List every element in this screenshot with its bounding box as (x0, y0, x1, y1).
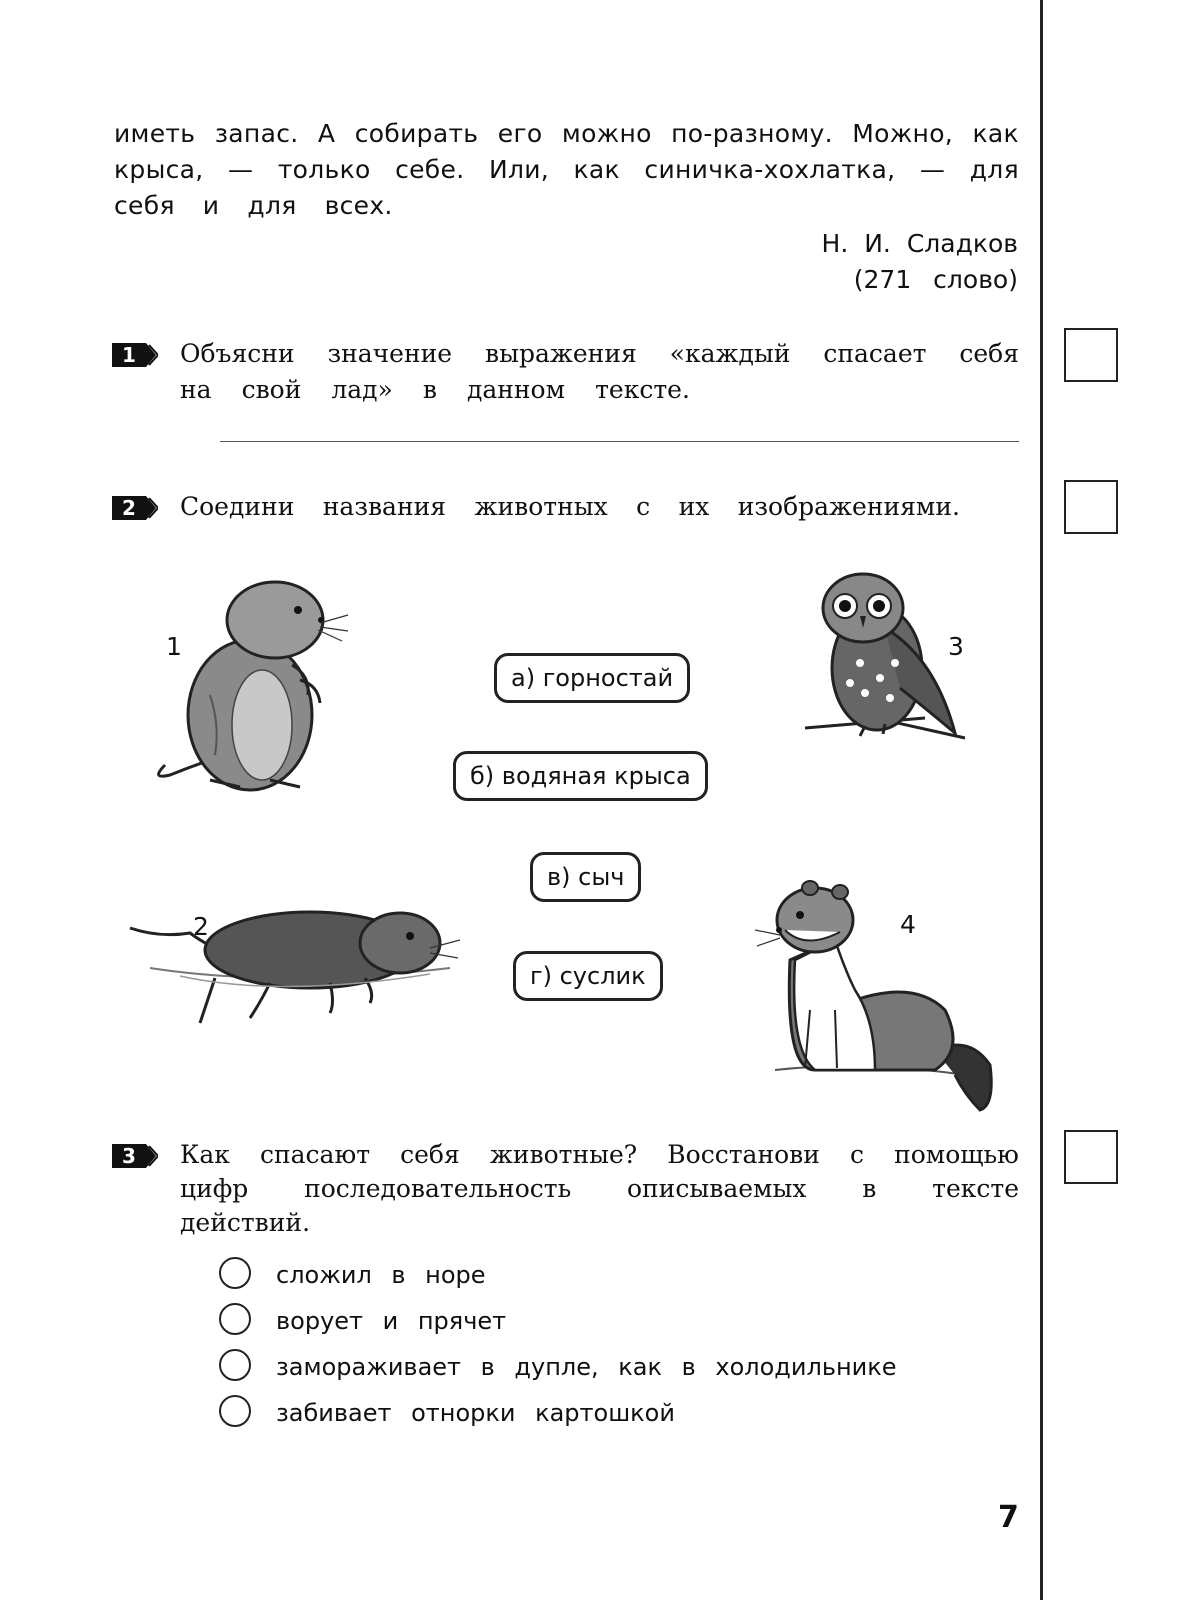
word: лад» (331, 375, 393, 404)
word: собирать (354, 119, 479, 148)
word: для (247, 191, 297, 220)
task-number: 3 (122, 1144, 136, 1168)
word: действий. (180, 1208, 311, 1237)
score-box-task-1[interactable] (1064, 328, 1118, 382)
word: с (636, 492, 651, 521)
option-c-owl[interactable]: в) сыч (530, 852, 641, 902)
word: выражения (485, 339, 637, 368)
word: на (180, 375, 212, 404)
task-number: 2 (122, 496, 136, 520)
word: только (277, 155, 371, 184)
word: — (919, 155, 946, 184)
word: себя (959, 339, 1019, 368)
task-3-line-3 (180, 1206, 1019, 1240)
water-rat-picture-icon[interactable] (130, 878, 460, 1038)
word: значение (327, 339, 453, 368)
option-d-gopher[interactable]: г) суслик (513, 951, 663, 1001)
task-2-instruction (180, 490, 960, 524)
sequence-option-4: забивает отнорки картошкой (276, 1399, 675, 1427)
word: для (969, 155, 1019, 184)
sequence-option-1: сложил в норе (276, 1261, 486, 1289)
word: запас. (214, 119, 299, 148)
passage-line-1 (114, 116, 1019, 152)
word: Объясни (180, 339, 295, 368)
task-3-line-1 (180, 1138, 1019, 1172)
gopher-picture-icon[interactable] (150, 575, 350, 805)
word: как (573, 155, 620, 184)
answer-line[interactable] (220, 441, 1019, 442)
word: всех. (324, 191, 393, 220)
picture-number-1: 1 (166, 632, 182, 661)
task-number: 1 (122, 343, 136, 367)
word: иметь (114, 119, 196, 148)
word: его (497, 119, 543, 148)
author: Н. И. Сладков (821, 229, 1018, 258)
word: помощью (894, 1140, 1019, 1169)
task-1-badge (112, 343, 158, 367)
word: изображениями. (737, 492, 960, 521)
word: описываемых (626, 1174, 807, 1203)
word: себя (400, 1140, 460, 1169)
task-3-line-2 (180, 1172, 1019, 1206)
picture-number-3: 3 (948, 632, 964, 661)
word: «каждый (669, 339, 791, 368)
word: Или, (488, 155, 550, 184)
picture-number-4: 4 (900, 910, 916, 939)
word: с (850, 1140, 865, 1169)
order-input-2[interactable] (219, 1303, 251, 1335)
task-1-line-1 (180, 337, 1019, 371)
word: цифр (180, 1174, 249, 1203)
task-2-badge (112, 496, 158, 520)
word: себя (114, 191, 175, 220)
word: Как (180, 1140, 230, 1169)
word: названия (322, 492, 447, 521)
page-number: 7 (998, 1500, 1019, 1535)
stoat-picture-icon[interactable] (765, 870, 1015, 1120)
word: можно (561, 119, 652, 148)
word: в (862, 1174, 877, 1203)
passage-line-3 (114, 188, 1019, 224)
word: свой (241, 375, 302, 404)
task-1-line-2 (180, 373, 1019, 407)
word: и (202, 191, 220, 220)
word: Соедини (180, 492, 295, 521)
word: спасают (259, 1140, 371, 1169)
order-input-1[interactable] (219, 1257, 251, 1289)
owl-picture-icon[interactable] (805, 568, 965, 753)
word: — (228, 155, 254, 184)
word: Можно, (852, 119, 954, 148)
word: животные? (489, 1140, 638, 1169)
order-input-4[interactable] (219, 1395, 251, 1427)
word: их (678, 492, 710, 521)
word: как (972, 119, 1019, 148)
word: тексте. (595, 375, 690, 404)
order-input-3[interactable] (219, 1349, 251, 1381)
word: по-разному. (671, 119, 833, 148)
word: себе. (395, 155, 465, 184)
picture-number-2: 2 (193, 912, 209, 941)
word: крыса, (114, 155, 204, 184)
word: Восстанови (667, 1140, 820, 1169)
word: синичка-хохлатка, (644, 155, 896, 184)
margin-rule (1040, 0, 1043, 1600)
word: спасает (823, 339, 927, 368)
score-box-task-2[interactable] (1064, 480, 1118, 534)
word: животных (474, 492, 608, 521)
word-count: (271 слово) (853, 265, 1018, 294)
word: тексте (932, 1174, 1019, 1203)
option-a-ermine[interactable]: а) горностай (494, 653, 690, 703)
passage-line-2 (114, 152, 1019, 188)
score-box-task-3[interactable] (1064, 1130, 1118, 1184)
word: данном (466, 375, 566, 404)
word: А (317, 119, 336, 148)
word: в (422, 375, 437, 404)
sequence-option-3: замораживает в дупле, как в холодильнике (276, 1353, 897, 1381)
sequence-option-2: ворует и прячет (276, 1307, 507, 1335)
option-b-water-rat[interactable]: б) водяная крыса (453, 751, 708, 801)
task-3-badge (112, 1144, 158, 1168)
word: последовательность (304, 1174, 572, 1203)
